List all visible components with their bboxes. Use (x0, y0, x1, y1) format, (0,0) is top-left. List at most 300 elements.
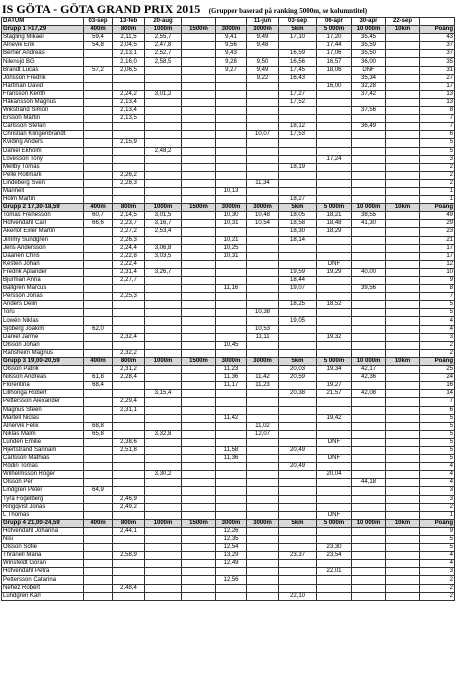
result-cell (182, 277, 216, 285)
athlete-name: Jens Andersson (2, 244, 84, 252)
points-cell: 10 (420, 268, 455, 276)
result-cell (182, 187, 216, 195)
points-cell: 1 (420, 511, 455, 519)
result-cell (84, 309, 113, 317)
result-cell: 2,53,4 (145, 228, 182, 236)
result-cell: 32,28 (352, 82, 386, 90)
result-cell: 19,27 (317, 382, 352, 390)
date-cell: 11-jun (247, 18, 279, 26)
result-cell (317, 349, 352, 357)
result-cell (352, 301, 386, 309)
result-cell: 12,07 (247, 430, 279, 438)
result-cell (182, 406, 216, 414)
table-row (2, 123, 455, 131)
result-cell (386, 406, 420, 414)
result-cell (84, 584, 113, 592)
result-cell: 2,24,2 (113, 90, 145, 98)
result-cell (386, 560, 420, 568)
result-cell (279, 406, 317, 414)
result-cell (145, 107, 182, 115)
result-cell: 54,8 (84, 42, 113, 50)
result-cell (182, 366, 216, 374)
result-cell (386, 446, 420, 454)
result-cell: 18,52 (317, 301, 352, 309)
result-cell (386, 544, 420, 552)
result-cell: 2,22,8 (113, 252, 145, 260)
result-cell: 18,14 (279, 236, 317, 244)
result-cell (247, 438, 279, 446)
result-cell (352, 147, 386, 155)
result-cell: 21,57 (317, 390, 352, 398)
result-cell (84, 333, 113, 341)
table-row (2, 552, 455, 560)
result-cell (317, 196, 352, 204)
result-cell (247, 50, 279, 58)
athlete-name: Alnevik Erik (2, 42, 84, 50)
result-cell (352, 277, 386, 285)
table-row (2, 560, 455, 568)
athlete-name: Florentina (2, 382, 84, 390)
table-row (2, 147, 455, 155)
points-cell: 16 (420, 382, 455, 390)
result-cell (317, 325, 352, 333)
result-cell (216, 422, 247, 430)
result-cell: 62,0 (84, 325, 113, 333)
column-header: 3000m (247, 357, 279, 365)
result-cell (317, 244, 352, 252)
athlete-name: Olsson Per (2, 479, 84, 487)
result-cell: DNF (317, 455, 352, 463)
result-cell (182, 74, 216, 82)
result-cell (247, 115, 279, 123)
result-cell (182, 390, 216, 398)
result-cell (386, 58, 420, 66)
result-cell: 3,15,4 (145, 390, 182, 398)
result-cell (279, 455, 317, 463)
result-cell (317, 179, 352, 187)
table-row (2, 301, 455, 309)
result-cell: 2,28,3 (113, 179, 145, 187)
result-cell (182, 479, 216, 487)
table-row (2, 536, 455, 544)
result-cell: 38,55 (352, 212, 386, 220)
result-cell (279, 479, 317, 487)
points-cell: 25 (420, 366, 455, 374)
result-cell: 2,44,1 (113, 527, 145, 535)
result-cell (216, 123, 247, 131)
points-cell: 4 (420, 463, 455, 471)
result-cell: 18,44 (279, 277, 317, 285)
result-cell: 2,52,7 (145, 50, 182, 58)
result-cell (216, 479, 247, 487)
result-cell (279, 107, 317, 115)
points-cell: 6 (420, 131, 455, 139)
result-cell (182, 34, 216, 42)
result-cell (352, 228, 386, 236)
points-cell: 17 (420, 252, 455, 260)
result-cell (84, 438, 113, 446)
result-cell (182, 98, 216, 106)
result-cell: 17,10 (279, 34, 317, 42)
result-cell (84, 82, 113, 90)
result-cell (279, 244, 317, 252)
result-cell (386, 349, 420, 357)
result-cell (145, 115, 182, 123)
athlete-name: Sjöberg Joakim (2, 325, 84, 333)
result-cell (84, 511, 113, 519)
result-cell (182, 487, 216, 495)
points-cell: 35 (420, 58, 455, 66)
athlete-name: Winsfeldt Göran (2, 560, 84, 568)
result-cell (317, 285, 352, 293)
result-cell: 3,32,8 (145, 430, 182, 438)
result-cell (182, 438, 216, 446)
result-cell: 22,01 (317, 568, 352, 576)
result-cell (216, 163, 247, 171)
result-cell (247, 228, 279, 236)
table-row (2, 544, 455, 552)
result-cell (386, 301, 420, 309)
result-cell (113, 382, 145, 390)
result-cell (352, 236, 386, 244)
result-cell: 17,52 (279, 98, 317, 106)
points-cell: 5 (420, 422, 455, 430)
result-cell (182, 455, 216, 463)
result-cell: 16,00 (317, 82, 352, 90)
result-cell (279, 560, 317, 568)
column-header: 1500m (182, 26, 216, 34)
result-cell (182, 414, 216, 422)
date-label: DATUM (2, 18, 84, 26)
result-cell (145, 479, 182, 487)
result-cell (386, 366, 420, 374)
result-cell: 20,49 (279, 446, 317, 454)
result-cell: 11,23 (247, 382, 279, 390)
points-cell: 37 (420, 50, 455, 58)
result-cell: 17,44 (317, 42, 352, 50)
result-cell (182, 196, 216, 204)
result-cell (216, 584, 247, 592)
result-cell: 10,38 (247, 309, 279, 317)
table-row (2, 463, 455, 471)
athlete-name: Toru (2, 309, 84, 317)
result-cell (84, 301, 113, 309)
result-cell: 42,36 (352, 374, 386, 382)
result-cell: 10,54 (247, 220, 279, 228)
result-cell (317, 503, 352, 511)
column-header: 10km (386, 519, 420, 527)
result-cell: 18,48 (317, 220, 352, 228)
result-cell (84, 179, 113, 187)
result-cell (317, 406, 352, 414)
result-cell (386, 98, 420, 106)
results-table (1, 17, 455, 601)
result-cell (386, 293, 420, 301)
result-cell (145, 349, 182, 357)
result-cell (386, 576, 420, 584)
result-cell: 68,4 (84, 382, 113, 390)
result-cell (182, 171, 216, 179)
athlete-name: Lundén Emilie (2, 438, 84, 446)
result-cell (182, 317, 216, 325)
result-cell (317, 277, 352, 285)
result-cell (317, 430, 352, 438)
athlete-name: Bjurman Anna (2, 277, 84, 285)
result-cell (145, 333, 182, 341)
result-cell (317, 309, 352, 317)
result-cell (113, 544, 145, 552)
result-cell (145, 503, 182, 511)
date-cell: 30-apr (352, 18, 386, 26)
result-cell: 2,55,7 (145, 34, 182, 42)
result-cell (216, 487, 247, 495)
result-cell (145, 552, 182, 560)
column-header: 3000m (216, 26, 247, 34)
column-header: 3000m (247, 26, 279, 34)
column-header: 1000m (145, 204, 182, 212)
table-row (2, 196, 455, 204)
athlete-name: Christian Klingenbrandt (2, 131, 84, 139)
result-cell (247, 544, 279, 552)
result-cell: 12,56 (216, 576, 247, 584)
result-cell (145, 382, 182, 390)
result-cell: 17,20 (317, 34, 352, 42)
result-cell (352, 98, 386, 106)
result-cell (386, 285, 420, 293)
result-cell (216, 228, 247, 236)
result-cell (84, 446, 113, 454)
table-row (2, 179, 455, 187)
result-cell (182, 244, 216, 252)
result-cell (386, 74, 420, 82)
result-cell: 35,45 (352, 34, 386, 42)
result-cell (145, 325, 182, 333)
result-cell (84, 527, 113, 535)
result-cell (279, 414, 317, 422)
result-cell (182, 430, 216, 438)
result-cell (182, 544, 216, 552)
result-cell: 2,32,2 (113, 349, 145, 357)
result-cell (279, 349, 317, 357)
points-cell: 13 (420, 98, 455, 106)
result-cell (113, 82, 145, 90)
result-cell (352, 422, 386, 430)
points-cell: 5 (420, 446, 455, 454)
result-cell (216, 309, 247, 317)
result-cell (386, 147, 420, 155)
result-cell (113, 479, 145, 487)
points-cell: 13 (420, 90, 455, 98)
points-cell: 21 (420, 236, 455, 244)
result-cell: 65,8 (84, 430, 113, 438)
result-cell (317, 163, 352, 171)
result-cell: 36,49 (352, 123, 386, 131)
column-header: 400m (84, 26, 113, 34)
column-header: 10 000m (352, 204, 386, 212)
table-row (2, 163, 455, 171)
result-cell (216, 115, 247, 123)
result-cell (182, 252, 216, 260)
result-cell: 11,36 (216, 374, 247, 382)
athlete-name: Daanen Chris (2, 252, 84, 260)
result-cell (352, 333, 386, 341)
result-cell (113, 592, 145, 600)
result-cell (352, 349, 386, 357)
result-cell (279, 309, 317, 317)
result-cell (84, 503, 113, 511)
result-cell: 60,7 (84, 212, 113, 220)
result-cell (216, 98, 247, 106)
result-cell (182, 536, 216, 544)
result-cell (113, 455, 145, 463)
result-cell (279, 398, 317, 406)
result-cell: DNF (317, 438, 352, 446)
result-cell (84, 196, 113, 204)
table-row (2, 446, 455, 454)
points-cell: 9 (420, 527, 455, 535)
column-header: 10 000m (352, 26, 386, 34)
athlete-name: Brandt Lucas (2, 66, 84, 74)
result-cell: 16,57 (317, 58, 352, 66)
result-cell (247, 536, 279, 544)
result-cell (352, 471, 386, 479)
column-header: 5 000m (317, 519, 352, 527)
athlete-name: Bällgren Marcus (2, 285, 84, 293)
result-cell (279, 430, 317, 438)
result-cell (247, 98, 279, 106)
points-cell: 37 (420, 42, 455, 50)
result-cell (352, 252, 386, 260)
result-cell (317, 171, 352, 179)
result-cell (317, 479, 352, 487)
result-cell: 2,06,5 (113, 66, 145, 74)
points-cell: 8 (420, 107, 455, 115)
group-header-row (2, 26, 455, 34)
result-cell (84, 293, 113, 301)
points-cell: 4 (420, 317, 455, 325)
result-cell (352, 560, 386, 568)
result-cell (317, 527, 352, 535)
athlete-name: Carlsson Stefan (2, 123, 84, 131)
result-cell (247, 511, 279, 519)
result-cell (317, 74, 352, 82)
result-cell (352, 438, 386, 446)
result-cell (182, 463, 216, 471)
result-cell (386, 163, 420, 171)
result-cell (84, 139, 113, 147)
athlete-name: Hofvendahl Carl (2, 220, 84, 228)
column-header: 10km (386, 26, 420, 34)
points-cell: 4 (420, 560, 455, 568)
result-cell: 9,27 (216, 66, 247, 74)
result-cell (247, 366, 279, 374)
result-cell (386, 268, 420, 276)
result-cell (216, 592, 247, 600)
result-cell (247, 82, 279, 90)
result-cell (84, 463, 113, 471)
result-cell: 9,48 (247, 42, 279, 50)
column-header: 10 000m (352, 519, 386, 527)
result-cell (247, 503, 279, 511)
result-cell: 3,30,2 (145, 471, 182, 479)
result-cell (182, 333, 216, 341)
column-header: 3000m (216, 519, 247, 527)
result-cell (317, 115, 352, 123)
result-cell: 2,13,4 (113, 98, 145, 106)
group-header-row (2, 204, 455, 212)
result-cell (84, 98, 113, 106)
result-cell: 37,42 (352, 90, 386, 98)
athlete-name: Lindeberg Sven (2, 179, 84, 187)
points-cell: 5 (420, 414, 455, 422)
result-cell (84, 414, 113, 422)
table-row (2, 66, 455, 74)
result-cell (84, 236, 113, 244)
points-cell: 8 (420, 285, 455, 293)
date-cell: 03-sep (84, 18, 113, 26)
points-cell: 7 (420, 293, 455, 301)
points-cell: 24 (420, 374, 455, 382)
result-cell (279, 495, 317, 503)
result-cell (84, 244, 113, 252)
result-cell (84, 406, 113, 414)
result-cell: 2,16,0 (113, 58, 145, 66)
result-cell: 9,50 (247, 58, 279, 66)
result-cell: 19,29 (317, 268, 352, 276)
result-cell: 41,30 (352, 220, 386, 228)
result-cell (216, 268, 247, 276)
results-table-body (2, 18, 455, 601)
result-cell (182, 576, 216, 584)
result-cell: 2,13,4 (113, 107, 145, 115)
result-cell: 36,00 (352, 58, 386, 66)
athlete-name: Lillhonga Robert (2, 390, 84, 398)
result-cell (216, 325, 247, 333)
result-cell: 3,06,8 (145, 244, 182, 252)
result-cell (145, 374, 182, 382)
result-cell: 2,48,4 (113, 584, 145, 592)
result-cell: 44,18 (352, 479, 386, 487)
result-cell: 2,58,5 (145, 58, 182, 66)
result-cell: 9,49 (247, 66, 279, 74)
result-cell: 19,07 (279, 285, 317, 293)
result-cell (386, 584, 420, 592)
result-cell: 3,16,7 (145, 220, 182, 228)
result-cell (317, 187, 352, 195)
result-cell (84, 107, 113, 115)
result-cell (279, 341, 317, 349)
result-cell (84, 366, 113, 374)
result-cell (84, 50, 113, 58)
date-cell: 06-apr (317, 18, 352, 26)
result-cell (386, 568, 420, 576)
result-cell: 2,24,4 (113, 244, 145, 252)
result-cell (216, 503, 247, 511)
table-row (2, 422, 455, 430)
result-cell (317, 293, 352, 301)
table-row (2, 333, 455, 341)
result-cell (216, 107, 247, 115)
result-cell (247, 446, 279, 454)
result-cell (182, 115, 216, 123)
result-cell: 23,54 (317, 552, 352, 560)
result-cell (84, 471, 113, 479)
result-cell: 35,50 (352, 50, 386, 58)
result-cell (279, 536, 317, 544)
result-cell (145, 236, 182, 244)
result-cell (352, 511, 386, 519)
points-cell: 3 (420, 568, 455, 576)
